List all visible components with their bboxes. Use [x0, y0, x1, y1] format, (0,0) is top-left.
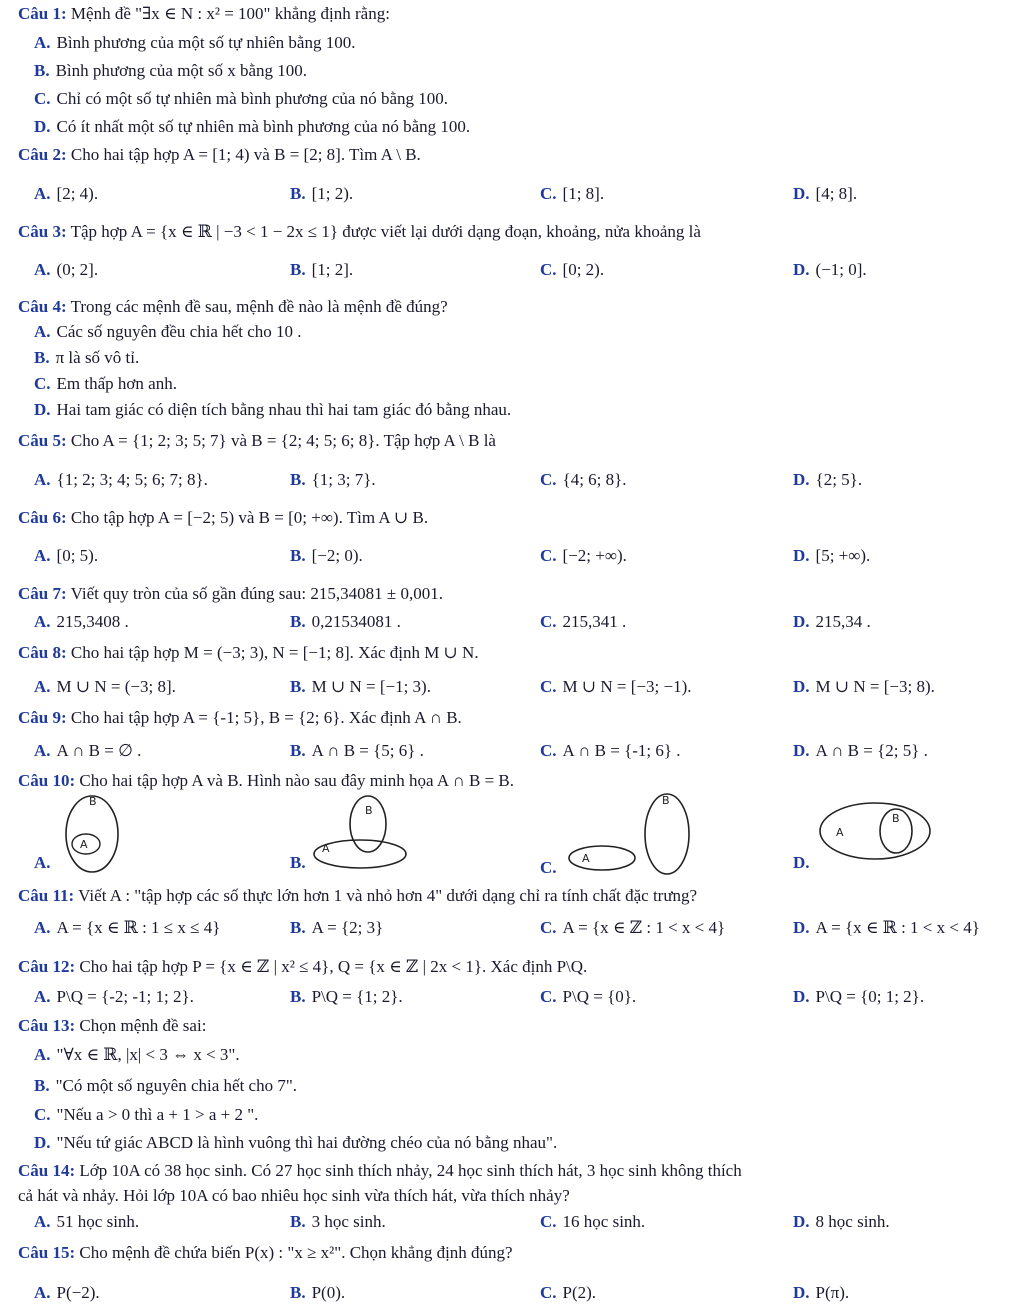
option-key: B.	[290, 470, 306, 489]
option-text: A = {x ∈ ℤ : 1 < x < 4}	[562, 918, 726, 937]
option-a[interactable]	[34, 1045, 240, 1065]
question-label: Câu 10:	[18, 771, 76, 790]
option-b[interactable]	[290, 260, 353, 280]
option-key: D.	[793, 260, 810, 279]
option-text: A ∩ B = {2; 5} .	[815, 741, 928, 760]
option-b[interactable]	[290, 853, 312, 873]
question-9	[18, 708, 462, 728]
option-a[interactable]	[34, 322, 302, 342]
option-key: B.	[34, 1076, 50, 1095]
option-text: "Nếu tứ giác ABCD là hình vuông thì hai đường chéo của nó bằng nhau".	[56, 1133, 558, 1152]
option-key: C.	[540, 1283, 557, 1302]
question-10	[18, 771, 514, 791]
question-label: Câu 6:	[18, 508, 67, 527]
option-d[interactable]	[793, 260, 867, 280]
option-key: A.	[34, 1045, 51, 1064]
option-key: B.	[290, 918, 306, 937]
option-text: M ∪ N = (−3; 8].	[56, 677, 176, 696]
question-text: Lớp 10A có 38 học sinh. Có 27 học sinh thích nhảy, 24 học sinh thích hát, 3 học sinh không thích	[79, 1161, 742, 1180]
option-text: [2; 4).	[56, 184, 99, 203]
option-a[interactable]	[34, 1212, 139, 1232]
question-text: Cho tập hợp A = [−2; 5) và B = [0; +∞). Tìm A ∪ B.	[70, 508, 429, 527]
question-13	[18, 1016, 206, 1036]
question-text: cả hát và nhảy. Hỏi lớp 10A có bao nhiêu học sinh vừa thích hát, vừa thích nhảy?	[18, 1186, 570, 1205]
question-label: Câu 5:	[18, 431, 67, 450]
option-text: P\Q = {-2; -1; 1; 2}.	[56, 987, 194, 1006]
option-c[interactable]	[540, 987, 636, 1007]
option-a[interactable]	[34, 612, 129, 632]
option-key: D.	[793, 612, 810, 631]
option-b[interactable]	[34, 1076, 297, 1096]
option-d[interactable]	[793, 741, 928, 761]
option-key: B.	[290, 612, 306, 631]
question-11	[18, 886, 697, 906]
option-text: 51 học sinh.	[56, 1212, 140, 1231]
option-key: C.	[34, 89, 51, 108]
option-key: A.	[34, 1283, 51, 1302]
venn-diagram-d	[818, 800, 936, 862]
option-text: Em thấp hơn anh.	[56, 374, 177, 393]
venn-diagram-a	[60, 792, 130, 876]
option-key: B.	[34, 61, 50, 80]
option-d[interactable]	[34, 117, 470, 137]
option-text: [0; 5).	[56, 546, 99, 565]
option-c[interactable]	[540, 184, 604, 204]
option-key: D.	[793, 184, 810, 203]
option-d[interactable]	[793, 470, 862, 490]
option-c[interactable]	[34, 374, 177, 394]
option-key: A.	[34, 853, 51, 872]
question-label: Câu 7:	[18, 584, 67, 603]
option-key: D.	[793, 987, 810, 1006]
venn-set-a	[569, 846, 635, 870]
option-key: A.	[34, 260, 51, 279]
option-a[interactable]	[34, 470, 208, 490]
option-text: 16 học sinh.	[562, 1212, 646, 1231]
option-b[interactable]	[290, 918, 383, 938]
option-text: P(−2).	[56, 1283, 100, 1302]
option-d[interactable]	[793, 918, 980, 938]
option-text: 215,34 .	[815, 612, 871, 631]
option-text: Chỉ có một số tự nhiên mà bình phương của nó bằng 100.	[56, 89, 448, 108]
option-text: Hai tam giác có diện tích bằng nhau thì hai tam giác đó bằng nhau.	[56, 400, 512, 419]
option-c[interactable]	[540, 858, 563, 878]
question-label: Câu 12:	[18, 957, 76, 976]
question-5	[18, 431, 496, 451]
option-key: D.	[793, 741, 810, 760]
option-key: A.	[34, 987, 51, 1006]
option-text: 3 học sinh.	[311, 1212, 386, 1231]
option-key: B.	[290, 184, 306, 203]
venn-diagram-c	[566, 790, 696, 876]
question-label: Câu 9:	[18, 708, 67, 727]
option-key: C.	[540, 741, 557, 760]
option-d[interactable]	[793, 677, 935, 697]
option-c[interactable]	[540, 1212, 645, 1232]
option-c[interactable]	[34, 1105, 258, 1125]
question-label: Câu 2:	[18, 145, 67, 164]
option-key: C.	[540, 1212, 557, 1231]
option-a[interactable]	[34, 987, 194, 1007]
option-key: D.	[793, 1212, 810, 1231]
question-text: Cho hai tập hợp A = {-1; 5}, B = {2; 6}. Xác định A ∩ B.	[70, 708, 462, 727]
venn-label-b: B	[365, 804, 373, 817]
option-b[interactable]	[34, 61, 307, 81]
option-text: (−1; 0].	[815, 260, 867, 279]
option-key: C.	[540, 184, 557, 203]
option-a[interactable]	[34, 1283, 100, 1303]
option-d[interactable]	[34, 1133, 557, 1153]
option-c[interactable]	[540, 677, 691, 697]
option-text: M ∪ N = [−1; 3).	[311, 677, 431, 696]
option-c[interactable]	[540, 918, 725, 938]
option-text: P\Q = {1; 2}.	[311, 987, 403, 1006]
option-d[interactable]	[793, 612, 871, 632]
option-b[interactable]	[290, 987, 403, 1007]
option-c[interactable]	[540, 741, 681, 761]
question-7	[18, 584, 443, 604]
option-text: {1; 2; 3; 4; 5; 6; 7; 8}.	[56, 470, 208, 489]
option-d[interactable]	[793, 184, 857, 204]
option-d[interactable]	[34, 400, 511, 420]
option-a[interactable]	[34, 546, 98, 566]
option-key: D.	[793, 918, 810, 937]
option-key: B.	[290, 853, 306, 872]
question-8	[18, 643, 479, 663]
option-text: "∀x ∈ ℝ, |x| < 3 ⇔ x < 3".	[56, 1045, 240, 1064]
option-text: {2; 5}.	[815, 470, 863, 489]
option-text: [−2; 0).	[311, 546, 363, 565]
option-text: "Nếu a > 0 thì a + 1 > a + 2 ".	[56, 1105, 259, 1124]
option-b[interactable]	[290, 1212, 386, 1232]
option-key: D.	[34, 117, 51, 136]
option-d[interactable]	[793, 987, 924, 1007]
question-12	[18, 957, 587, 977]
venn-label-a: A	[836, 826, 844, 839]
option-text: π là số vô tỉ.	[55, 348, 140, 367]
question-1	[18, 4, 390, 24]
venn-label-a: A	[80, 838, 88, 851]
option-key: D.	[793, 853, 810, 872]
option-text: Bình phương của một số x bằng 100.	[55, 61, 308, 80]
venn-label-b: B	[662, 794, 670, 807]
option-text: [4; 8].	[815, 184, 858, 203]
option-key: C.	[540, 612, 557, 631]
option-text: Bình phương của một số tự nhiên bằng 100.	[56, 33, 356, 52]
question-14-continued	[18, 1186, 570, 1206]
venn-label-a: A	[322, 842, 330, 855]
venn-diagram-b	[310, 792, 410, 876]
option-key: D.	[793, 470, 810, 489]
venn-label-b: B	[892, 812, 900, 825]
option-key: C.	[540, 918, 557, 937]
option-key: A.	[34, 612, 51, 631]
option-text: A = {x ∈ ℝ : 1 < x < 4}	[815, 918, 980, 937]
option-text: A ∩ B = ∅ .	[56, 741, 142, 760]
option-key: D.	[793, 1283, 810, 1302]
option-key: A.	[34, 918, 51, 937]
option-text: P\Q = {0; 1; 2}.	[815, 987, 925, 1006]
option-key: B.	[290, 260, 306, 279]
option-key: D.	[34, 1133, 51, 1152]
option-key: A.	[34, 33, 51, 52]
question-text: Cho hai tập hợp P = {x ∈ ℤ | x² ≤ 4}, Q = {x ∈ ℤ | 2x < 1}. Xác định P\Q.	[79, 957, 588, 976]
option-key: B.	[290, 987, 306, 1006]
option-c[interactable]	[540, 1283, 596, 1303]
question-text: Chọn mệnh đề sai:	[79, 1016, 207, 1035]
option-text: P\Q = {0}.	[562, 987, 637, 1006]
option-d[interactable]	[793, 546, 870, 566]
option-text: [−2; +∞).	[562, 546, 627, 565]
option-b[interactable]	[290, 1283, 345, 1303]
option-key: A.	[34, 470, 51, 489]
option-c[interactable]	[540, 546, 627, 566]
question-label: Câu 4:	[18, 297, 67, 316]
option-b[interactable]	[290, 741, 424, 761]
option-key: D.	[793, 546, 810, 565]
option-key: A.	[34, 741, 51, 760]
option-b[interactable]	[290, 470, 376, 490]
option-key: A.	[34, 184, 51, 203]
option-text: Có ít nhất một số tự nhiên mà bình phương của nó bằng 100.	[56, 117, 471, 136]
question-label: Câu 3:	[18, 222, 67, 241]
option-key: C.	[540, 546, 557, 565]
question-text: Mệnh đề "∃x ∈ N : x² = 100" khẳng định rằng:	[70, 4, 390, 23]
option-b[interactable]	[290, 677, 431, 697]
venn-label-a: A	[582, 852, 590, 865]
option-key: A.	[34, 677, 51, 696]
option-key: C.	[540, 677, 557, 696]
option-key: B.	[290, 1283, 306, 1302]
option-text: [5; +∞).	[815, 546, 871, 565]
option-key: C.	[540, 987, 557, 1006]
option-key: B.	[290, 546, 306, 565]
option-a[interactable]	[34, 260, 98, 280]
option-text: [1; 2).	[311, 184, 354, 203]
option-key: C.	[540, 858, 557, 877]
option-b[interactable]	[290, 546, 363, 566]
option-a[interactable]	[34, 677, 176, 697]
question-2	[18, 145, 421, 165]
option-b[interactable]	[290, 184, 353, 204]
option-text: A ∩ B = {5; 6} .	[311, 741, 424, 760]
option-key: D.	[793, 677, 810, 696]
option-a[interactable]	[34, 853, 57, 873]
option-text: [0; 2).	[562, 260, 605, 279]
question-text: Cho A = {1; 2; 3; 5; 7} và B = {2; 4; 5; 6; 8}. Tập hợp A \ B là	[70, 431, 496, 450]
option-text: 215,3408 .	[56, 612, 129, 631]
option-a[interactable]	[34, 33, 355, 53]
option-text: M ∪ N = [−3; 8).	[815, 677, 935, 696]
option-key: C.	[34, 374, 51, 393]
option-text: A = {x ∈ ℝ : 1 ≤ x ≤ 4}	[56, 918, 221, 937]
option-text: A ∩ B = {-1; 6} .	[562, 741, 681, 760]
option-key: B.	[290, 677, 306, 696]
question-text: Cho hai tập hợp A và B. Hình nào sau đây minh họa A ∩ B = B.	[79, 771, 514, 790]
option-b[interactable]	[290, 612, 401, 632]
option-text: "Có một số nguyên chia hết cho 7".	[55, 1076, 298, 1095]
option-key: B.	[290, 741, 306, 760]
option-text: {4; 6; 8}.	[562, 470, 627, 489]
venn-label-b: B	[89, 795, 97, 808]
option-a[interactable]	[34, 918, 220, 938]
option-a[interactable]	[34, 184, 98, 204]
question-label: Câu 1:	[18, 4, 67, 23]
option-d[interactable]	[793, 1212, 890, 1232]
option-text: P(π).	[815, 1283, 850, 1302]
question-label: Câu 15:	[18, 1243, 76, 1262]
question-text: Viết quy tròn của số gần đúng sau: 215,34081 ± 0,001.	[70, 584, 443, 603]
option-key: C.	[540, 260, 557, 279]
option-key: C.	[34, 1105, 51, 1124]
question-3	[18, 222, 701, 242]
option-d[interactable]	[793, 1283, 849, 1303]
option-text: P(0).	[311, 1283, 346, 1302]
option-c[interactable]	[34, 89, 448, 109]
option-key: C.	[540, 470, 557, 489]
option-text: [1; 8].	[562, 184, 605, 203]
question-text: Viết A : "tập hợp các số thực lớn hơn 1 và nhỏ hơn 4" dưới dạng chỉ ra tính chất đặc trưng?	[78, 886, 698, 905]
option-c[interactable]	[540, 470, 627, 490]
question-text: Tập hợp A = {x ∈ ℝ | −3 < 1 − 2x ≤ 1} được viết lại dưới dạng đoạn, khoảng, nửa khoảng là	[70, 222, 701, 241]
option-d[interactable]	[793, 853, 816, 873]
option-key: A.	[34, 322, 51, 341]
option-text: 0,21534081 .	[311, 612, 401, 631]
option-text: [1; 2].	[311, 260, 354, 279]
question-label: Câu 8:	[18, 643, 67, 662]
option-b[interactable]	[34, 348, 139, 368]
option-key: A.	[34, 1212, 51, 1231]
question-text: Cho hai tập hợp M = (−3; 3), N = [−1; 8]. Xác định M ∪ N.	[70, 643, 479, 662]
question-4	[18, 297, 448, 317]
option-text: M ∪ N = [−3; −1).	[562, 677, 692, 696]
question-15	[18, 1243, 513, 1263]
question-label: Câu 14:	[18, 1161, 76, 1180]
question-14	[18, 1161, 742, 1181]
question-6	[18, 508, 428, 528]
option-a[interactable]	[34, 741, 141, 761]
option-c[interactable]	[540, 612, 626, 632]
option-text: Các số nguyên đều chia hết cho 10 .	[56, 322, 302, 341]
option-text: P(2).	[562, 1283, 597, 1302]
question-label: Câu 13:	[18, 1016, 76, 1035]
question-text: Trong các mệnh đề sau, mệnh đề nào là mệnh đề đúng?	[70, 297, 448, 316]
option-key: D.	[34, 400, 51, 419]
option-text: 8 học sinh.	[815, 1212, 890, 1231]
option-key: B.	[34, 348, 50, 367]
option-text: A = {2; 3}	[311, 918, 384, 937]
option-text: {1; 3; 7}.	[311, 470, 376, 489]
question-label: Câu 11:	[18, 886, 75, 905]
option-key: B.	[290, 1212, 306, 1231]
option-text: (0; 2].	[56, 260, 99, 279]
option-c[interactable]	[540, 260, 604, 280]
question-text: Cho mệnh đề chứa biến P(x) : "x ≥ x²". Chọn khẳng định đúng?	[79, 1243, 513, 1262]
question-text: Cho hai tập hợp A = [1; 4) và B = [2; 8]. Tìm A \ B.	[70, 145, 421, 164]
option-key: A.	[34, 546, 51, 565]
option-text: 215,341 .	[562, 612, 627, 631]
